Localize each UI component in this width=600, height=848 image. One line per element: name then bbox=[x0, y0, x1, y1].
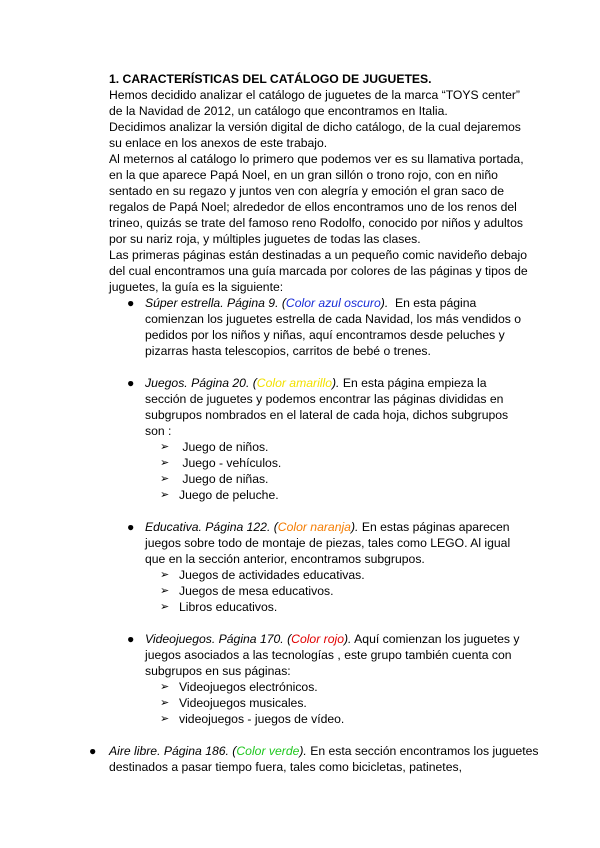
guide-item-description: En estas páginas aparecen juegos sobre todo de montaje de piezas, tales como LEGO. Al igual que en la sección anterior, encontramos subgrupos. bbox=[145, 520, 511, 566]
guide-item-close: ). bbox=[343, 632, 352, 646]
guide-item-super-estrella bbox=[109, 295, 529, 359]
guide-item-description: En esta página comienzan los juguetes estrella de cada Navidad, los más vendidos o pedidos por los niños y niñas, aquí encontramos desde peluches y pizarras hasta telescopios, carritos de bebé o trenes. bbox=[145, 296, 521, 358]
subgroup-item: ➢ Juegos de mesa educativos. bbox=[160, 584, 334, 598]
color-label-green: Color verde bbox=[236, 744, 300, 758]
guide-item-title: Súper estrella. Página 9. ( bbox=[145, 296, 286, 310]
arrow-bullet-icon: ➢ bbox=[160, 697, 170, 709]
guide-item-title: Educativa. Página 122. ( bbox=[145, 520, 278, 534]
color-label-orange: Color naranja bbox=[277, 520, 351, 534]
color-label-yellow: Color amarillo bbox=[256, 376, 332, 390]
guide-item-close: ). bbox=[350, 520, 359, 534]
subgroup-item: ➢ Libros educativos. bbox=[160, 600, 278, 614]
paragraph-guide: Las primeras páginas están destinadas a un pequeño comic navideño debajo del cual encontramos una guía marcada por colores de las páginas y tipos de juguetes, la guía es la siguiente: bbox=[109, 248, 528, 294]
guide-item-title: Juegos. Página 20. ( bbox=[145, 376, 257, 390]
subgroup-item: ➢ Juego de peluche. bbox=[160, 488, 279, 502]
guide-list bbox=[109, 295, 529, 727]
guide-item-close: ). bbox=[331, 376, 340, 390]
arrow-bullet-icon: ➢ bbox=[160, 569, 170, 581]
guide-item-educativa bbox=[109, 519, 529, 567]
guide-item-aire-libre bbox=[89, 743, 549, 775]
bullet-icon: ● bbox=[127, 632, 135, 646]
arrow-bullet-icon: ➢ bbox=[160, 585, 170, 597]
guide-item-description: En esta sección encontramos los juguetes destinados a pasar tiempo fuera, tales como bicicletas, patinetes, bbox=[109, 744, 539, 774]
arrow-bullet-icon: ➢ bbox=[160, 681, 170, 693]
guide-item-videojuegos bbox=[109, 631, 529, 679]
paragraph-cover: Al meternos al catálogo lo primero que podemos ver es su llamativa portada, en la que aparece Papá Noel, en un gran sillón o trono rojo, con en niño sentado en su regazo y juntos ven con alegría y emoción el gran saco de regalos de Papá Noel; alrededor de ellos encontramos uno de los renos del trineo, quizás se trate del famoso reno Rodolfo, conocido por niños y adultos por su nariz roja, y múltiples juguetes de todas las clases. bbox=[109, 152, 524, 246]
subgroup-item: ➢ Videojuegos musicales. bbox=[160, 696, 307, 710]
arrow-bullet-icon: ➢ bbox=[160, 473, 170, 485]
guide-item-title: Aire libre. Página 186. ( bbox=[109, 744, 237, 758]
spacer bbox=[109, 359, 529, 375]
document-body bbox=[109, 71, 529, 727]
guide-item-description: En esta página empieza la sección de juguetes y podemos encontrar las páginas divididas en subgrupos nombrados en el lateral de cada hoja, dichos subgrupos son : bbox=[145, 376, 509, 438]
arrow-bullet-icon: ➢ bbox=[160, 441, 170, 453]
color-label-red: Color rojo bbox=[291, 632, 344, 646]
subgroup-list-educativa bbox=[109, 567, 529, 615]
section-heading: 1. CARACTERÍSTICAS DEL CATÁLOGO DE JUGUETES. bbox=[109, 72, 432, 86]
subgroup-item: ➢ Juego de niños. bbox=[160, 440, 269, 454]
bullet-icon: ● bbox=[127, 296, 135, 310]
arrow-bullet-icon: ➢ bbox=[160, 713, 170, 725]
bullet-icon: ● bbox=[127, 376, 135, 390]
bullet-icon: ● bbox=[89, 744, 97, 758]
color-label-blue: Color azul oscuro bbox=[285, 296, 381, 310]
bullet-icon: ● bbox=[127, 520, 135, 534]
subgroup-list-videojuegos bbox=[109, 679, 529, 727]
spacer bbox=[109, 503, 529, 519]
subgroup-item: ➢ Juego de niñas. bbox=[160, 472, 269, 486]
subgroup-item: ➢ Videojuegos electrónicos. bbox=[160, 680, 318, 694]
subgroup-item: ➢ videojuegos - juegos de vídeo. bbox=[160, 712, 345, 726]
arrow-bullet-icon: ➢ bbox=[160, 601, 170, 613]
guide-item-description: Aquí comienzan los juguetes y juegos asociados a las tecnologías , este grupo también cuenta con subgrupos en sus páginas: bbox=[145, 632, 520, 678]
subgroup-item: ➢ Juegos de actividades educativas. bbox=[160, 568, 365, 582]
spacer bbox=[109, 615, 529, 631]
arrow-bullet-icon: ➢ bbox=[160, 457, 170, 469]
arrow-bullet-icon: ➢ bbox=[160, 489, 170, 501]
guide-item-close: ). bbox=[299, 744, 307, 758]
guide-item-title: Videojuegos. Página 170. ( bbox=[145, 632, 292, 646]
paragraph-digital-version: Decidimos analizar la versión digital de dicho catálogo, de la cual dejaremos su enlace en los anexos de este trabajo. bbox=[109, 120, 521, 150]
guide-item-close: ). bbox=[380, 296, 389, 310]
subgroup-list-juegos bbox=[109, 439, 529, 503]
subgroup-item: ➢ Juego - vehículos. bbox=[160, 456, 282, 470]
guide-item-juegos bbox=[109, 375, 529, 439]
paragraph-intro: Hemos decidido analizar el catálogo de juguetes de la marca “TOYS center” de la Navidad de 2012, un catálogo que encontramos en Italia. bbox=[109, 88, 520, 118]
